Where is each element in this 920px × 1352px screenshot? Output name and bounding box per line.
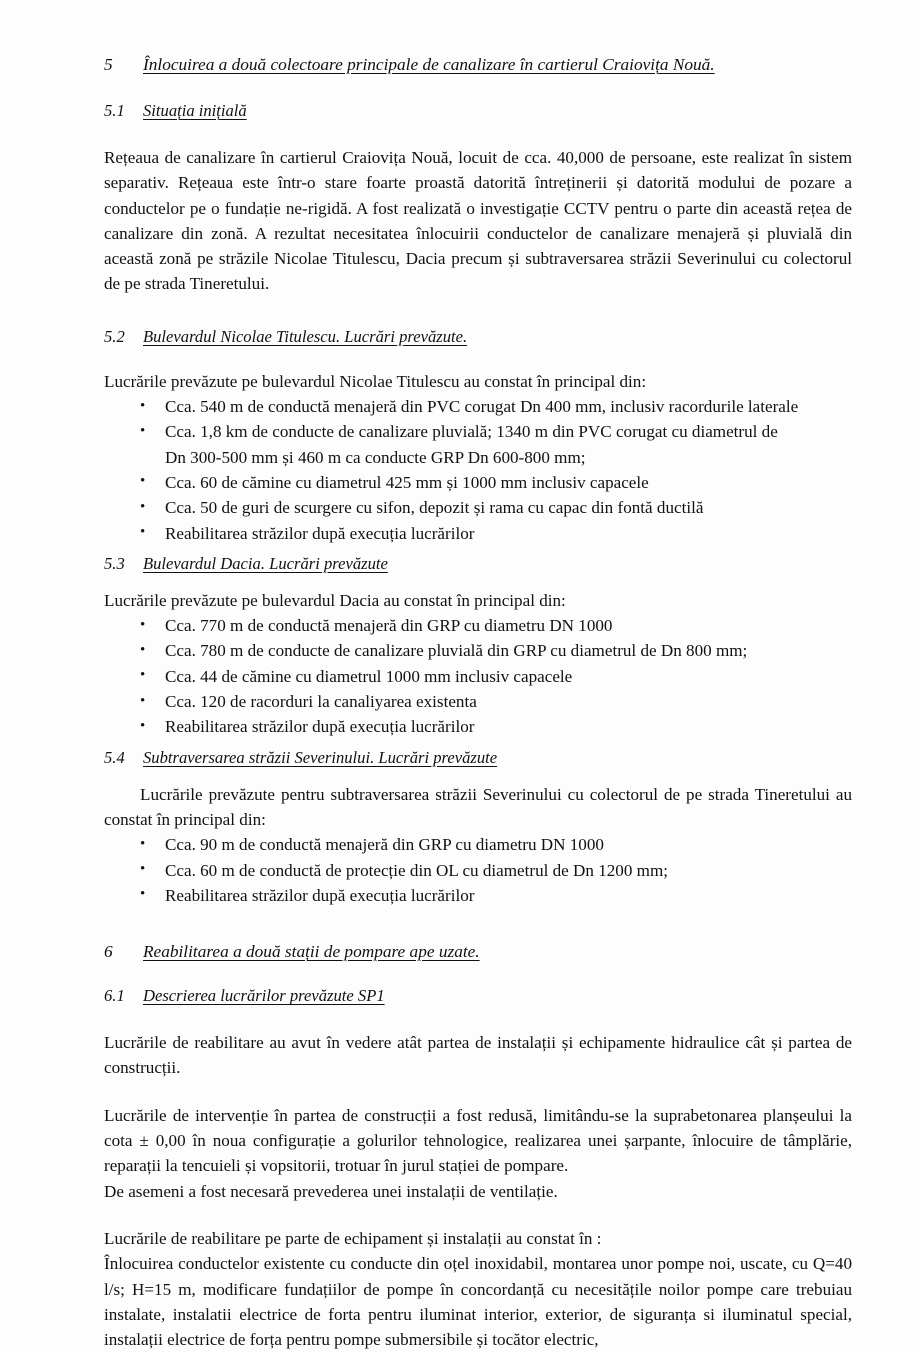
paragraph-situatia-initiala: Rețeaua de canalizare în cartierul Craiovița Nouă, locuit de cca. 40,000 de persoane, este realizat în sistem separativ. Rețeaua este într-o stare foarte proastă datorită întreținerii și datorită modului de pozare a conductelor pe o fundație ne-rigidă. A fost realizată o investigație CCTV pentru o parte din această rețea de canalizare din zonă. A rezultat necesitatea înlocuirii conductelor de canalizare menajeră și pluvială din această zonă pe străzile Nicolae Titulescu, Dacia precum și subtraversarea străzii Severinului cu colectorul de pe strada Tineretului. [104, 148, 852, 294]
list-item: • Cca. 120 de racorduri la canaliyarea existenta [104, 689, 852, 714]
spacer [104, 75, 852, 101]
paragraph-lead-5-4: Lucrările prevăzute pentru subtraversarea străzii Severinului cu colectorul de pe strada Tineretului au constat în principal din: [104, 784, 852, 829]
list-item [104, 419, 852, 470]
paragraph-6-1-ventilatie: De asemeni a fost necesară prevederea unei instalații de ventilație. [104, 1181, 558, 1201]
list-item: • Cca. 540 m de conductă menajeră din PVC corugat Dn 400 mm, inclusiv racordurile laterale [104, 394, 852, 419]
spacer [104, 574, 852, 588]
paragraph-lead-5-3: Lucrările prevăzute pe bulevardul Dacia au constat în principal din: [104, 590, 566, 610]
spacer [104, 908, 852, 942]
spacer [104, 1006, 852, 1030]
spacer [104, 297, 852, 327]
heading-number: 5.3 [104, 553, 125, 573]
heading-section-6-1 [104, 986, 852, 1006]
paragraph-lead-5-2: Lucrările prevăzute pe bulevardul Nicolae Titulescu au constat în principal din: [104, 371, 647, 391]
heading-section-6 [104, 942, 852, 962]
spacer [104, 740, 852, 748]
heading-title: Descrierea lucrărilor prevăzute SP1 [143, 986, 385, 1006]
list-item: • Cca. 60 de cămine cu diametrul 425 mm și 1000 mm inclusiv capacele [104, 470, 852, 495]
heading-title: Subtraversarea străzii Severinului. Lucrări prevăzute [143, 747, 498, 767]
paragraph-6-1-constructii: Lucrările de intervenție în partea de construcții a fost redusă, limitându-se la suprabetonarea planșeului la cota ± 0,00 în noua configurație a golurilor tehnologice, realizarea unei șarpante, înlocuire de tâmplărie, reparații la tencuieli și vopsitorii, trotuar în jurul stației de pompare. [104, 1105, 852, 1176]
list-item: • Reabilitarea străzilor după execuția lucrărilor [104, 714, 852, 739]
heading-title: Bulevardul Nicolae Titulescu. Lucrări prevăzute. [143, 326, 468, 346]
list-item: • Cca. 90 m de conductă menajeră din GRP cu diametru DN 1000 [104, 832, 852, 857]
list-item-line-2: Dn 300-500 mm și 460 m ca conducte GRP Dn 600-800 mm; [165, 447, 586, 467]
paragraph-6-1-intro: Lucrările de reabilitare au avut în vedere atât partea de instalații și echipamente hidraulice cât și partea de construcții. [104, 1033, 852, 1078]
heading-number: 5.1 [104, 101, 125, 120]
list-item: • Cca. 770 m de conductă menajeră din GRP cu diametru DN 1000 [104, 613, 852, 638]
spacer [104, 768, 852, 782]
heading-number: 5 [104, 55, 113, 74]
heading-section-5-4 [104, 748, 852, 768]
heading-title: Bulevardul Dacia. Lucrări prevăzute [143, 553, 388, 573]
heading-title: Înlocuirea a două colectoare principale de canalizare în cartierul Craiovița Nouă. [143, 55, 715, 74]
heading-section-5-3 [104, 554, 852, 574]
heading-section-5 [104, 55, 852, 75]
list-5-2 [104, 394, 852, 546]
list-item: • Cca. 44 de cămine cu diametrul 1000 mm inclusiv capacele [104, 664, 852, 689]
heading-title: Reabilitarea a două stații de pompare ape uzate. [143, 942, 480, 962]
heading-number: 6 [104, 942, 113, 962]
spacer [104, 1081, 852, 1103]
paragraph-6-1-echipamente-detail: Înlocuirea conductelor existente cu conducte din oțel inoxidabil, montarea unor pompe noi, uscate, cu Q=40 l/s; H=15 m, modificare fundațiilor de pompe în concordanță cu necesitățile noilor pompe care trebuiau instalate, instalatii electrice de forta pentru iluminat interior, exterior, de siguranța si iluminatul special, instalații electrice de forța pentru pompe submersibile și tocător electric, [104, 1254, 852, 1350]
heading-title: Situația inițială [143, 101, 247, 120]
paragraph-6-1-echipamente-lead: Lucrările de reabilitare pe parte de echipament și instalații au constat în : [104, 1228, 602, 1248]
spacer [104, 121, 852, 145]
heading-section-5-1 [104, 101, 852, 121]
heading-number: 6.1 [104, 986, 125, 1006]
heading-number: 5.4 [104, 747, 125, 767]
spacer [104, 546, 852, 554]
list-item: • Reabilitarea străzilor după execuția lucrărilor [104, 883, 852, 908]
heading-number: 5.2 [104, 326, 125, 346]
spacer [104, 962, 852, 986]
list-item-line-1: Cca. 1,8 km de conducte de canalizare pluvială; 1340 m din PVC corugat cu diametrul de [165, 422, 778, 442]
heading-section-5-2 [104, 327, 852, 347]
spacer [104, 347, 852, 369]
list-item: • Cca. 780 m de conducte de canalizare pluvială din GRP cu diametrul de Dn 800 mm; [104, 638, 852, 663]
spacer [104, 1204, 852, 1226]
list-item: • Cca. 50 de guri de scurgere cu sifon, depozit și rama cu capac din fontă ductilă [104, 495, 852, 520]
list-item: • Reabilitarea străzilor după execuția lucrărilor [104, 521, 852, 546]
list-5-3 [104, 613, 852, 739]
list-item: • Cca. 60 m de conductă de protecție din OL cu diametrul de Dn 1200 mm; [104, 858, 852, 883]
list-5-4 [104, 832, 852, 908]
